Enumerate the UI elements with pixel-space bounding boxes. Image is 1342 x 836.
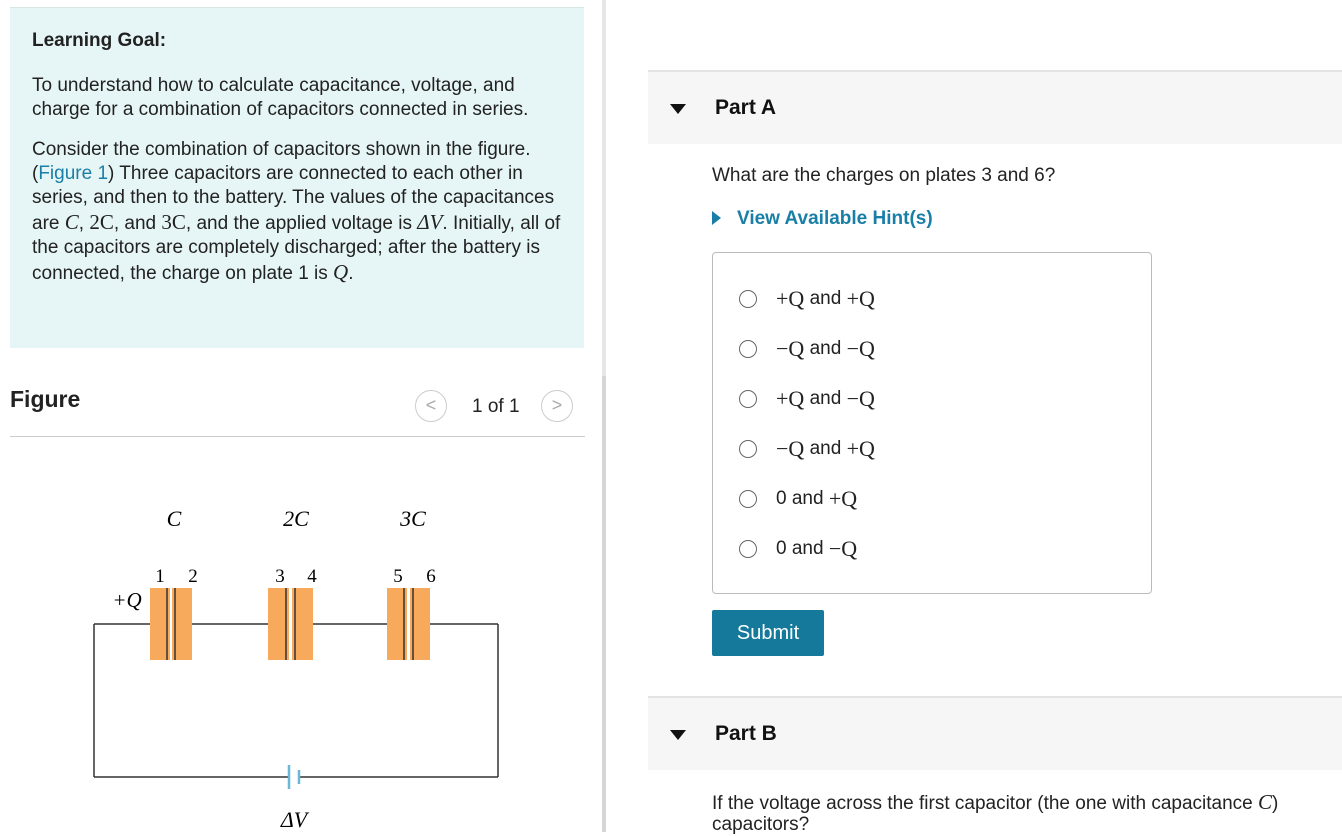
choice-option[interactable]: +Q and −Q (739, 385, 875, 413)
figure-prev-button[interactable]: < (415, 390, 447, 422)
label-charge: +Q (112, 588, 142, 612)
plate-number-3: 3 (275, 566, 285, 587)
learning-goal-panel (10, 7, 584, 348)
part-a-question: What are the charges on plates 3 and 6? (712, 165, 1056, 186)
label-c: C (166, 506, 182, 531)
circuit-figure (80, 495, 510, 832)
choice-option[interactable]: 0 and −Q (739, 535, 857, 563)
part-b-title: Part B (715, 722, 777, 745)
plate-number-5: 5 (393, 566, 403, 587)
choice-option[interactable]: −Q and −Q (739, 335, 875, 363)
radio-icon[interactable] (739, 490, 757, 508)
figure-counter: 1 of 1 (472, 396, 520, 417)
label-2c: 2C (283, 506, 309, 531)
part-b-question-continued: capacitors? (712, 814, 810, 835)
part-a-title: Part A (715, 96, 777, 119)
figure-link[interactable]: Figure 1 (38, 163, 109, 184)
submit-button[interactable]: Submit (712, 610, 824, 656)
choice-option[interactable]: +Q and +Q (739, 285, 875, 313)
radio-icon[interactable] (739, 540, 757, 558)
figure-heading: Figure (10, 386, 81, 412)
radio-icon[interactable] (739, 290, 757, 308)
figure-next-button[interactable]: > (541, 390, 573, 422)
choice-option[interactable]: 0 and +Q (739, 485, 857, 513)
answer-choices (712, 252, 1152, 594)
collapse-triangle-icon (670, 730, 686, 740)
choice-option[interactable]: −Q and +Q (739, 435, 875, 463)
learning-goal-description: Consider the combination of capacitors shown in the figure.(Figure 1) Three capacitors are connected to each other in series, and then to the battery. The values of the capacitances are C, 2C, and 3C, and the applied voltage is ΔV. Initially, all of the capacitors are completely discharged; after the battery is connected, the charge on plate 1 is Q. (32, 139, 561, 284)
radio-icon[interactable] (739, 440, 757, 458)
collapse-triangle-icon (670, 104, 686, 114)
part-b-question: If the voltage across the first capacitor (the one with capacitance C) (712, 790, 1279, 814)
label-battery: ΔV (280, 807, 308, 832)
plate-number-4: 4 (307, 566, 317, 587)
figure-divider (10, 436, 585, 437)
plate-number-2: 2 (188, 566, 198, 587)
expand-triangle-icon (712, 211, 721, 225)
part-a-header[interactable] (648, 70, 1342, 144)
column-divider-top (602, 0, 606, 376)
radio-icon[interactable] (739, 340, 757, 358)
view-hints-link[interactable]: View Available Hint(s) (712, 208, 933, 230)
label-3c: 3C (400, 506, 426, 531)
part-b-header[interactable] (648, 696, 1342, 770)
plate-number-1: 1 (155, 566, 165, 587)
radio-icon[interactable] (739, 390, 757, 408)
learning-goal-title: Learning Goal: (32, 30, 167, 51)
plate-number-6: 6 (426, 566, 436, 587)
learning-goal-intro: To understand how to calculate capacitance, voltage, and charge for a combination of capacitors connected in series. (32, 75, 529, 120)
